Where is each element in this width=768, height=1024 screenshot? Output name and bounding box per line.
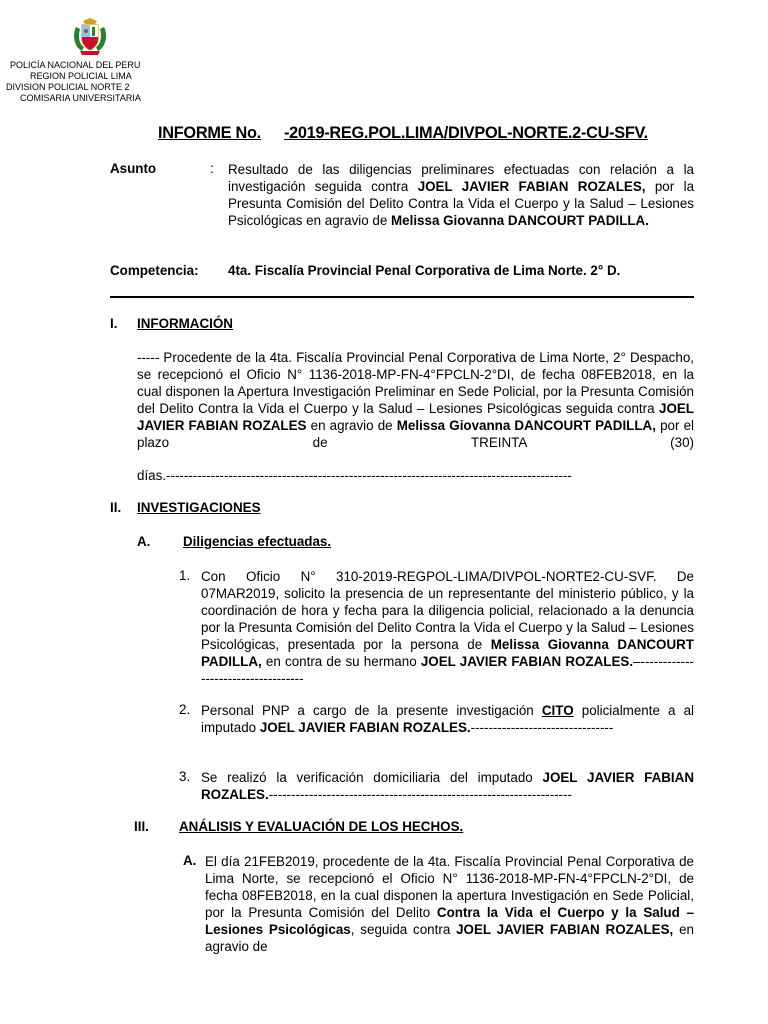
header-line: REGION POLICIAL LIMA	[30, 71, 132, 81]
section-number: III.	[134, 819, 149, 834]
list-item: Personal PNP a cargo de la presente investigación CITO policialmente a al imputado JOEL JAVIER FABIAN ROZALES.--------------------------------	[201, 703, 694, 735]
asunto-colon: :	[210, 161, 214, 176]
list-item-number: 2.	[179, 702, 191, 717]
header-line: DIVISION POLICIAL NORTE 2	[6, 82, 130, 92]
competencia-label: Competencia:	[110, 263, 199, 278]
list-item-number: 3.	[179, 769, 191, 784]
divider	[110, 296, 694, 298]
coat-of-arms-icon	[70, 17, 110, 57]
subsection-heading-diligencias: Diligencias efectuadas.	[183, 534, 332, 549]
subsection-letter: A.	[137, 534, 151, 549]
list-item: Con Oficio N° 310-2019-REGPOL-LIMA/DIVPOL-NORTE2-CU-SVF. De 07MAR2019, solicito la presencia de un representante del ministerio público, y la coordinación de hora y fecha para la diligencia policial, relacionado a la denuncia por la Presunta Comisión del Delito Contra la Vida el Cuerpo y la Salud – Lesiones Psicológicas, presentada por la persona de Melissa Giovanna DANCOURT PADILLA, en contra de su hermano JOEL JAVIER FABIAN ROZALES.–-----------------------------------	[201, 569, 695, 686]
asunto-label: Asunto	[110, 161, 157, 176]
list-item-number: 1.	[179, 568, 191, 583]
section-number: I.	[110, 316, 118, 331]
asunto-text: Resultado de las diligencias preliminares efectuadas con relación a la investigación seguida contra JOEL JAVIER FABIAN ROZALES, por la Presunta Comisión del Delito Contra la Vida el Cuerpo y la Salud – Lesiones Psicológicas en agravio de Melissa Giovanna DANCOURT PADILLA.	[228, 162, 695, 228]
section-heading-analisis: ANÁLISIS Y EVALUACIÓN DE LOS HECHOS.	[179, 819, 464, 834]
analysis-paragraph: El día 21FEB2019, procedente de la 4ta. Fiscalía Provincial Penal Corporativa de Lima Norte, se recepcionó el Oficio N° 1136-2018-MP-FN-4°FPCLN-2°DI, de fecha 08FEB2018, en la cual disponen la apertura Investigación en Sede Policial, por la Presunta Comisión del Delito Contra la Vida el Cuerpo y la Salud – Lesiones Psicológicas, seguida contra JOEL JAVIER FABIAN ROZALES, en agravio de	[205, 854, 694, 954]
header-line: COMISARIA UNIVERSITARIA	[20, 93, 141, 103]
document-title	[158, 123, 648, 143]
section-heading-informacion: INFORMACIÓN	[137, 316, 233, 331]
informacion-last-line: días.-------------------------------------------------------------------------------------------	[137, 468, 572, 483]
section-heading-investigaciones: INVESTIGACIONES	[137, 500, 261, 515]
title-report-no: INFORME No.	[158, 123, 261, 142]
header-line: POLICÍA NACIONAL DEL PERU	[10, 60, 141, 70]
analysis-item-letter: A.	[183, 853, 197, 868]
informacion-paragraph: ----- Procedente de la 4ta. Fiscalía Provincial Penal Corporativa de Lima Norte, 2° Despacho, se recepcionó el Oficio N° 1136-2018-MP-FN-4°FPCLN-2°DI, de fecha 08FEB2018, en la cual disponen la Apertura Investigación Preliminar en Sede Policial, por la Presunta Comisión del Delito Contra la Vida el Cuerpo y la Salud – Lesiones Psicológicas seguida contra JOEL JAVIER FABIAN ROZALES en agravio de Melissa Giovanna DANCOURT PADILLA, por el plazo de TREINTA (30)	[137, 350, 694, 450]
section-number: II.	[110, 500, 122, 515]
title-report-code: -2019-REG.POL.LIMA/DIVPOL-NORTE.2-CU-SFV.	[283, 123, 648, 142]
list-item: Se realizó la verificación domiciliaria del imputado JOEL JAVIER FABIAN ROZALES.--------------------------------------------------------------------	[201, 770, 694, 802]
competencia-value: 4ta. Fiscalía Provincial Penal Corporativa de Lima Norte. 2° D.	[228, 263, 621, 278]
